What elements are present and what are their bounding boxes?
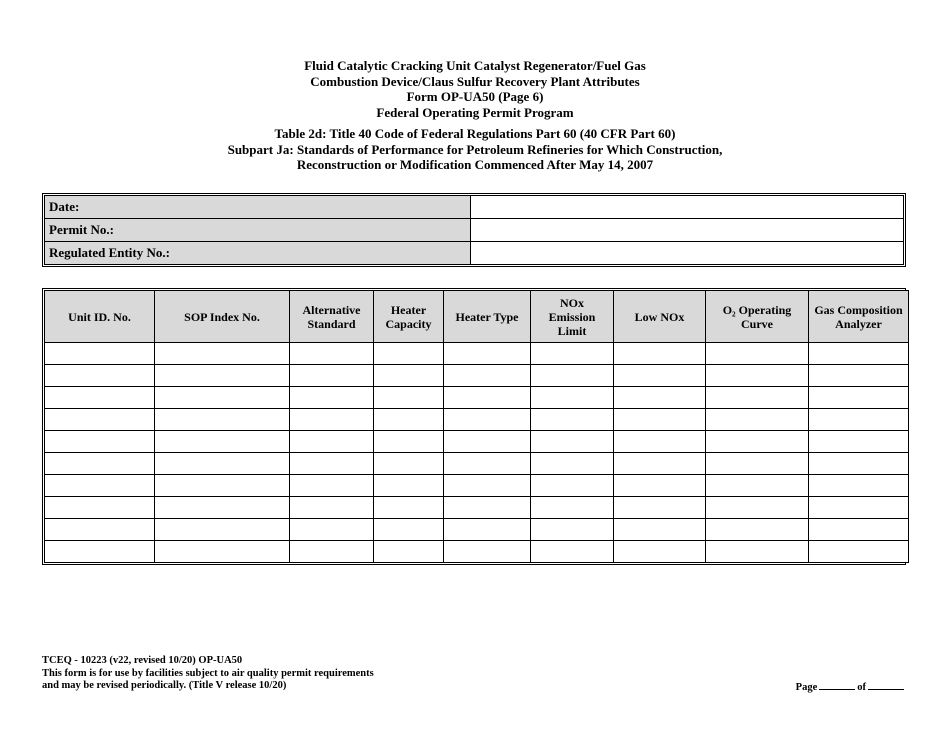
table-cell[interactable]	[290, 453, 374, 475]
table-row	[45, 519, 909, 541]
column-header-alternative-standard: Alternative Standard	[290, 291, 374, 343]
table-cell[interactable]	[45, 343, 155, 365]
table-cell[interactable]	[531, 475, 614, 497]
table-cell[interactable]	[809, 387, 909, 409]
table-cell[interactable]	[290, 431, 374, 453]
table-caption-line-1: Table 2d: Title 40 Code of Federal Regulations Part 60 (40 CFR Part 60)	[274, 126, 676, 141]
info-row-date	[45, 196, 904, 219]
attributes-table-body	[45, 343, 909, 563]
column-header-low-nox: Low NOx	[614, 291, 706, 343]
date-label: Date:	[45, 196, 471, 219]
table-cell[interactable]	[809, 409, 909, 431]
table-cell[interactable]	[155, 409, 290, 431]
form-title-block	[0, 58, 950, 120]
table-cell[interactable]	[45, 497, 155, 519]
table-cell[interactable]	[444, 343, 531, 365]
table-cell[interactable]	[706, 475, 809, 497]
table-cell[interactable]	[290, 365, 374, 387]
table-cell[interactable]	[290, 475, 374, 497]
footer-form-id: TCEQ - 10223 (v22, revised 10/20) OP-UA50	[42, 655, 243, 666]
page-number-block	[796, 679, 906, 693]
footer-block	[42, 655, 374, 693]
table-cell[interactable]	[45, 387, 155, 409]
table-cell[interactable]	[809, 519, 909, 541]
form-title-line-1: Fluid Catalytic Cracking Unit Catalyst Regenerator/Fuel Gas	[304, 58, 646, 73]
table-cell[interactable]	[531, 431, 614, 453]
table-cell[interactable]	[290, 497, 374, 519]
table-row	[45, 431, 909, 453]
table-cell[interactable]	[706, 497, 809, 519]
table-cell[interactable]	[374, 409, 444, 431]
table-cell[interactable]	[531, 541, 614, 563]
table-cell[interactable]	[155, 475, 290, 497]
table-cell[interactable]	[45, 431, 155, 453]
table-cell[interactable]	[374, 475, 444, 497]
table-caption-line-3: Reconstruction or Modification Commenced After May 14, 2007	[296, 157, 654, 172]
table-cell[interactable]	[290, 519, 374, 541]
table-row	[45, 365, 909, 387]
info-fields-table	[42, 193, 906, 267]
table-cell[interactable]	[374, 519, 444, 541]
table-cell[interactable]	[706, 409, 809, 431]
table-cell[interactable]	[290, 541, 374, 563]
table-cell[interactable]	[614, 343, 706, 365]
table-cell[interactable]	[706, 431, 809, 453]
page-total-blank-field[interactable]	[868, 679, 904, 690]
info-row-permit-no	[45, 219, 904, 242]
table-cell[interactable]	[155, 497, 290, 519]
form-title-line-3: Form OP-UA50 (Page 6)	[406, 89, 544, 104]
table-cell[interactable]	[809, 475, 909, 497]
table-cell[interactable]	[155, 431, 290, 453]
table-cell[interactable]	[444, 387, 531, 409]
table-cell[interactable]	[444, 453, 531, 475]
table-cell[interactable]	[374, 343, 444, 365]
table-cell[interactable]	[444, 475, 531, 497]
table-row	[45, 409, 909, 431]
permit-no-value-field[interactable]	[471, 219, 904, 242]
column-header-o2-operating-curve: O₂ Operating Curve	[706, 291, 809, 343]
page-label: Page	[795, 682, 818, 693]
form-title-line-2: Combustion Device/Claus Sulfur Recovery Plant Attributes	[310, 73, 640, 89]
table-cell[interactable]	[614, 409, 706, 431]
table-cell[interactable]	[706, 343, 809, 365]
table-cell[interactable]	[614, 541, 706, 563]
table-row	[45, 387, 909, 409]
table-cell[interactable]	[155, 519, 290, 541]
table-cell[interactable]	[374, 453, 444, 475]
table-cell[interactable]	[531, 519, 614, 541]
table-cell[interactable]	[444, 431, 531, 453]
footer-usage-note-2: and may be revised periodically. (Title V release 10/20)	[42, 680, 287, 691]
table-cell[interactable]	[374, 497, 444, 519]
footer-usage-note-1: This form is for use by facilities subject to air quality permit requirements	[42, 667, 374, 679]
table-cell[interactable]	[809, 343, 909, 365]
table-cell[interactable]	[155, 453, 290, 475]
table-cell[interactable]	[809, 365, 909, 387]
table-cell[interactable]	[374, 541, 444, 563]
table-cell[interactable]	[155, 541, 290, 563]
table-cell[interactable]	[290, 387, 374, 409]
column-header-sop-index-no: SOP Index No.	[155, 291, 290, 343]
regulated-entity-no-value-field[interactable]	[471, 242, 904, 265]
column-header-heater-capacity: Heater Capacity	[374, 291, 444, 343]
table-cell[interactable]	[531, 365, 614, 387]
table-row	[45, 453, 909, 475]
table-cell[interactable]	[45, 409, 155, 431]
table-cell[interactable]	[809, 453, 909, 475]
attributes-table-header-row	[45, 291, 909, 343]
table-cell[interactable]	[444, 497, 531, 519]
table-cell[interactable]	[809, 431, 909, 453]
table-cell[interactable]	[614, 431, 706, 453]
table-cell[interactable]	[531, 453, 614, 475]
table-cell[interactable]	[614, 453, 706, 475]
column-header-nox-emission-limit: NOx Emission Limit	[531, 291, 614, 343]
table-cell[interactable]	[531, 409, 614, 431]
table-cell[interactable]	[809, 497, 909, 519]
table-cell[interactable]	[45, 519, 155, 541]
table-cell[interactable]	[614, 475, 706, 497]
table-cell[interactable]	[531, 497, 614, 519]
table-row	[45, 343, 909, 365]
date-value-field[interactable]	[471, 196, 904, 219]
table-cell[interactable]	[809, 541, 909, 563]
table-cell[interactable]	[706, 541, 809, 563]
table-cell[interactable]	[706, 519, 809, 541]
table-row	[45, 475, 909, 497]
table-cell[interactable]	[45, 541, 155, 563]
table-cell[interactable]	[444, 519, 531, 541]
table-cell[interactable]	[374, 387, 444, 409]
page-number-blank-field[interactable]	[819, 679, 855, 690]
table-cell[interactable]	[706, 365, 809, 387]
table-cell[interactable]	[614, 519, 706, 541]
table-cell[interactable]	[614, 387, 706, 409]
table-cell[interactable]	[155, 365, 290, 387]
table-cell[interactable]	[706, 387, 809, 409]
form-title-line-4: Federal Operating Permit Program	[376, 104, 574, 120]
table-cell[interactable]	[374, 431, 444, 453]
permit-no-label: Permit No.:	[45, 219, 471, 242]
attributes-table	[42, 288, 906, 565]
table-cell[interactable]	[155, 343, 290, 365]
of-label: of	[857, 682, 866, 693]
table-cell[interactable]	[444, 541, 531, 563]
regulated-entity-no-label: Regulated Entity No.:	[45, 242, 471, 265]
column-header-gas-composition-analyzer: Gas Composition Analyzer	[809, 291, 909, 343]
table-cell[interactable]	[290, 409, 374, 431]
table-cell[interactable]	[444, 365, 531, 387]
table-cell[interactable]	[155, 387, 290, 409]
info-row-regulated-entity-no	[45, 242, 904, 265]
table-caption-block	[0, 126, 950, 173]
table-cell[interactable]	[531, 343, 614, 365]
column-header-unit-id-no: Unit ID. No.	[45, 291, 155, 343]
table-cell[interactable]	[614, 497, 706, 519]
table-cell[interactable]	[45, 365, 155, 387]
table-cell[interactable]	[706, 453, 809, 475]
table-row	[45, 497, 909, 519]
table-row	[45, 541, 909, 563]
table-cell[interactable]	[531, 387, 614, 409]
table-cell[interactable]	[45, 475, 155, 497]
table-cell[interactable]	[444, 409, 531, 431]
table-cell[interactable]	[290, 343, 374, 365]
column-header-heater-type: Heater Type	[444, 291, 531, 343]
table-caption-line-2: Subpart Ja: Standards of Performance for Petroleum Refineries for Which Construction,	[227, 141, 723, 157]
table-cell[interactable]	[374, 365, 444, 387]
table-cell[interactable]	[45, 453, 155, 475]
table-cell[interactable]	[614, 365, 706, 387]
